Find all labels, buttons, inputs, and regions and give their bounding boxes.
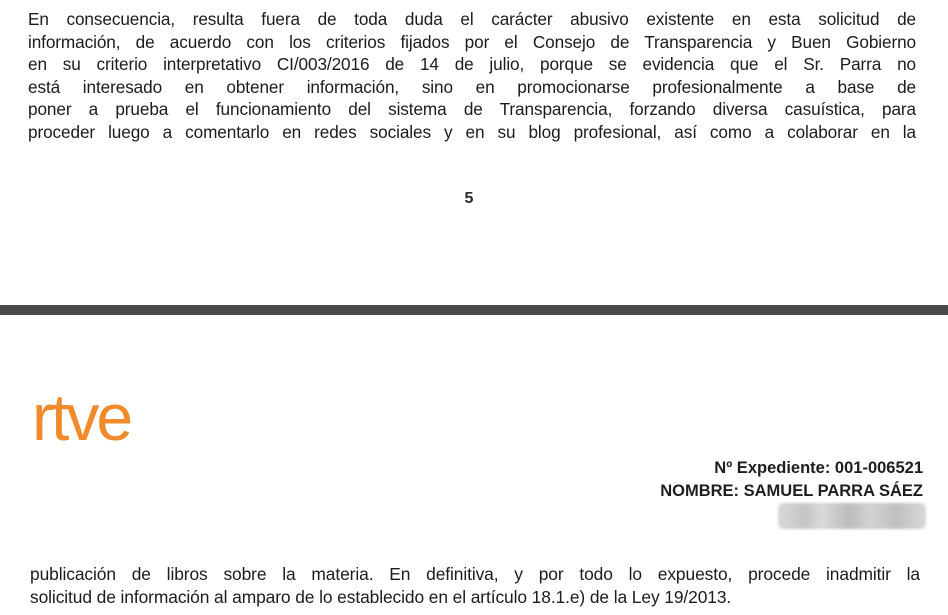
paragraph-line: información, de acuerdo con los criterios fijados por el Consejo de Transparencia y Buen Gobierno	[28, 31, 916, 52]
lower-paragraph	[30, 563, 920, 608]
rtve-logo-text: rtve	[32, 380, 131, 454]
redacted-field	[778, 503, 926, 529]
page-divider	[0, 305, 948, 315]
upper-page	[0, 0, 948, 305]
paragraph-line: proceder luego a comentarlo en redes sociales y en su blog profesional, así como a colaborar en la	[28, 121, 916, 142]
paragraph-line: publicación de libros sobre la materia. En definitiva, y por todo lo expuesto, procede inadmitir la	[30, 564, 920, 584]
case-header	[660, 457, 923, 503]
paragraph-line: poner a prueba el funcionamiento del sistema de Transparencia, forzando diversa casuística, para	[28, 99, 916, 120]
expediente-number: Nº Expediente: 001-006521	[714, 459, 923, 477]
requester-name: NOMBRE: SAMUEL PARRA SÁEZ	[660, 482, 923, 500]
paragraph-line: En consecuencia, resulta fuera de toda duda el carácter abusivo existente en esta solicitud de	[28, 9, 916, 29]
upper-paragraph	[28, 8, 916, 144]
paragraph-line: solicitud de información al amparo de lo establecido en el artículo 18.1.e) de la Ley 19/2013.	[30, 586, 732, 607]
paragraph-line: en su criterio interpretativo CI/003/2016 de 14 de julio, porque se evidencia que el Sr. Parra no	[28, 54, 916, 75]
rtve-logo	[32, 378, 162, 458]
paragraph-line: está interesado en obtener información, sino en promocionarse profesionalmente a base de	[28, 76, 916, 97]
page-number: 5	[464, 190, 474, 207]
rtve-logo-graphic	[32, 378, 162, 458]
